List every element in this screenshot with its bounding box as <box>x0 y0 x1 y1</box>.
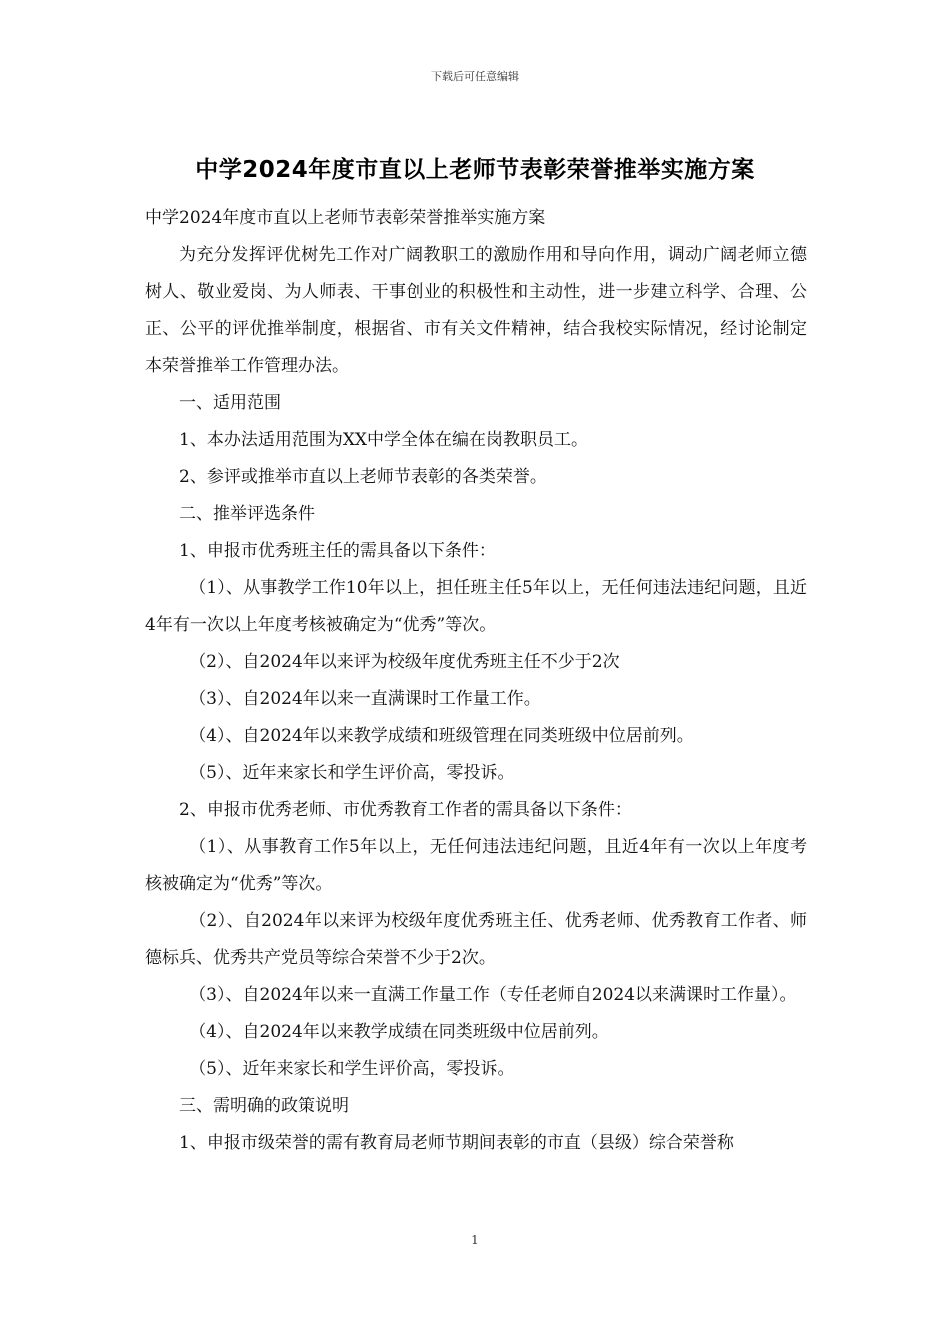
intro-paragraph: 为充分发挥评优树先工作对广阔教职工的激励作用和导向作用，调动广阔老师立德树人、敬业爱岗、为人师表、干事创业的积极性和主动性，进一步建立科学、合理、公正、公平的评优推举制度，根据省、市有关文件精神，结合我校实际情况，经讨论制定本荣誉推举工作管理办法。 <box>145 245 807 376</box>
condition-item: （3）、自2024年以来一直满工作量工作（专任老师自2024以来满课时工作量）。 <box>189 985 797 1005</box>
condition-item: （3）、自2024年以来一直满课时工作量工作。 <box>189 689 541 709</box>
condition-group-heading: 1、申报市优秀班主任的需具备以下条件： <box>179 541 496 561</box>
section-heading-policy: 三、需明确的政策说明 <box>179 1096 349 1116</box>
scope-item: 1、本办法适用范围为XX中学全体在编在岗教职员工。 <box>179 430 589 450</box>
condition-item: （2）、自2024年以来评为校级年度优秀班主任不少于2次 <box>189 652 620 672</box>
header-note: 下载后可任意编辑 <box>431 70 519 83</box>
condition-item: （1）、从事教学工作10年以上，担任班主任5年以上，无任何违法违纪问题，且近4年有一次以上年度考核被确定为“优秀”等次。 <box>145 578 807 635</box>
condition-group-heading: 2、申报市优秀老师、市优秀教育工作者的需具备以下条件： <box>179 800 632 820</box>
document-title: 中学2024年度市直以上老师节表彰荣誉推举实施方案 <box>195 157 755 183</box>
policy-item: 1、申报市级荣誉的需有教育局老师节期间表彰的市直（县级）综合荣誉称 <box>179 1133 734 1153</box>
condition-item: （5）、近年来家长和学生评价高，零投诉。 <box>189 763 515 783</box>
section-heading-scope: 一、适用范围 <box>179 393 281 413</box>
condition-item: （5）、近年来家长和学生评价高，零投诉。 <box>189 1059 515 1079</box>
section-heading-conditions: 二、推举评选条件 <box>179 504 315 524</box>
scope-item: 2、参评或推举市直以上老师节表彰的各类荣誉。 <box>179 467 547 487</box>
condition-item: （4）、自2024年以来教学成绩和班级管理在同类班级中位居前列。 <box>189 726 694 746</box>
condition-item: （4）、自2024年以来教学成绩在同类班级中位居前列。 <box>189 1022 609 1042</box>
page-number: 1 <box>471 1233 479 1247</box>
subtitle-line: 中学2024年度市直以上老师节表彰荣誉推举实施方案 <box>145 208 546 228</box>
condition-item: （1）、从事教育工作5年以上，无任何违法违纪问题，且近4年有一次以上年度考核被确定为“优秀”等次。 <box>145 837 807 894</box>
condition-item: （2）、自2024年以来评为校级年度优秀班主任、优秀老师、优秀教育工作者、师德标兵、优秀共产党员等综合荣誉不少于2次。 <box>145 911 807 968</box>
document-body <box>145 200 807 1162</box>
